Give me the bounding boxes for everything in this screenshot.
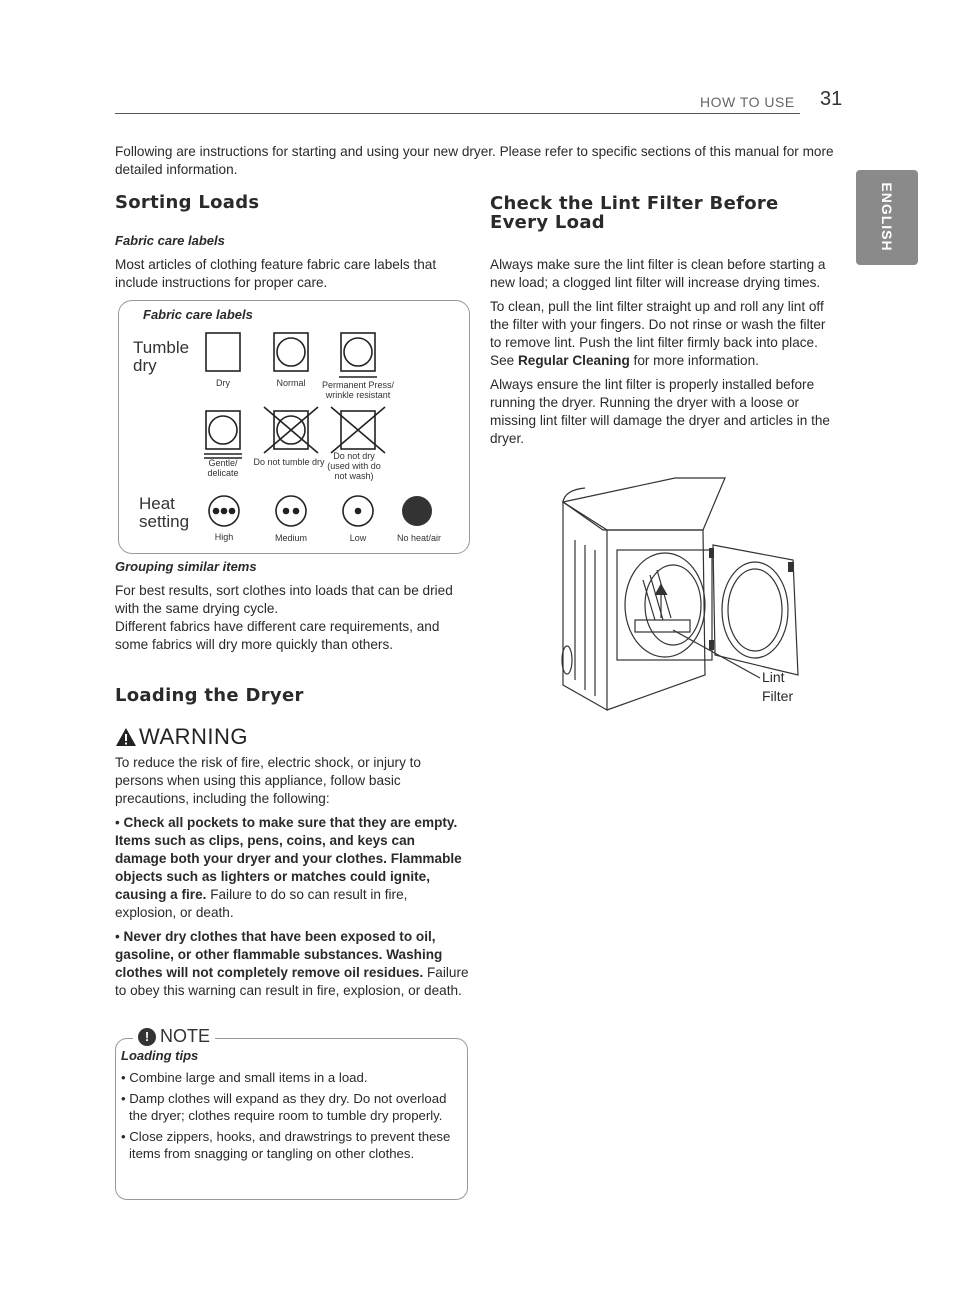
- label-low: Low: [349, 533, 367, 543]
- warning-icon: [115, 727, 137, 747]
- label-dry: Dry: [216, 378, 230, 388]
- warning-heading: [115, 724, 248, 750]
- lint-filter-callout: Lint Filter: [762, 669, 794, 704]
- note-item: • Damp clothes will expand as they dry. Do not overload the dryer; clothes require room to tumble dry properly.: [121, 1091, 447, 1123]
- fabric-box-title: Fabric care labels: [143, 307, 253, 322]
- fabric-care-text: Most articles of clothing feature fabric care labels that include instructions for proper care.: [115, 257, 437, 290]
- fabric-care-subheading: Fabric care labels: [115, 233, 225, 248]
- warning-intro: To reduce the risk of fire, electric shock, or injury to persons when using this appliance, follow basic precautions, including the following:: [115, 755, 421, 806]
- language-tab-label: ENGLISH: [879, 182, 895, 252]
- grouping-text-1: For best results, sort clothes into loads that can be dried with the same drying cycle.: [115, 583, 453, 616]
- language-tab: [856, 170, 918, 265]
- header-rule: [115, 113, 800, 114]
- label-gentle: Gentle/ delicate: [207, 458, 239, 478]
- label-normal: Normal: [276, 378, 306, 388]
- note-item: • Close zippers, hooks, and drawstrings to prevent these items from snagging or tangling on other clothes.: [121, 1129, 451, 1161]
- note-subheading: Loading tips: [121, 1048, 199, 1063]
- label-do-not-tumble: Do not tumble dry: [253, 457, 325, 467]
- warning-title: WARNING: [139, 724, 249, 749]
- note-title: NOTE: [160, 1026, 211, 1046]
- grouping-text-2: Different fabrics have different care requirements, and some fabrics will dry more quickly than others.: [115, 619, 440, 652]
- label-permanent-press: Permanent Press/ wrinkle resistant: [321, 380, 395, 400]
- label-high: High: [214, 532, 234, 542]
- note-item: • Combine large and small items in a load.: [121, 1070, 368, 1085]
- tumble-dry-symbol: [206, 333, 240, 371]
- heat-none-symbol: [402, 496, 432, 526]
- loading-title: Loading the Dryer: [115, 685, 304, 706]
- note-heading: [133, 1026, 215, 1047]
- label-do-not-dry: Do not dry (used with do not wash): [327, 451, 381, 481]
- heat-medium-symbol: [276, 496, 306, 526]
- page-number: 31: [820, 88, 843, 110]
- lint-text-2: To clean, pull the lint filter straight up and roll any lint off the filter with your fingers. Do not rinse or wash the filter to remove lint. Push the lint filter firmly back into place. See Regular Cleaning for more information.: [490, 299, 826, 368]
- header-section: HOW TO USE: [700, 94, 795, 110]
- lint-text-3: Always ensure the lint filter is properly installed before running the dryer. Running the dryer with a loose or missing lint filter will damage the dryer and articles in the dryer.: [490, 377, 830, 446]
- note-list: [121, 1069, 451, 1162]
- label-no-heat: No heat/air: [396, 533, 442, 543]
- warning-bullet-2: • Never dry clothes that have been exposed to oil, gasoline, or other flammable substances. Washing clothes will not completely remove oil residues. Failure to obey this warning can result in fire, explosion, or death.: [115, 929, 469, 998]
- note-icon: !: [138, 1028, 156, 1046]
- heat-label: Heat setting: [139, 494, 190, 531]
- lint-title: Check the Lint Filter Before Every Load: [490, 193, 779, 233]
- intro-text: Following are instructions for starting and using your new dryer. Please refer to specific sections of this manual for more detailed information.: [115, 144, 834, 177]
- tumble-label: Tumble dry: [133, 338, 190, 375]
- warning-bullet-1: • Check all pockets to make sure that they are empty. Items such as clips, pens, coins, and keys can damage both your dryer and your clothes. Flammable objects such as lighters or matches could ignite, causing a fire. Failure to do so can result in fire, explosion, or death.: [115, 815, 462, 920]
- lint-text-1: Always make sure the lint filter is clean before starting a new load; a clogged lint filter will increase drying times.: [490, 257, 826, 290]
- sorting-title: Sorting Loads: [115, 192, 260, 213]
- fabric-care-box: [118, 300, 470, 554]
- label-medium: Medium: [274, 533, 307, 543]
- grouping-subheading: Grouping similar items: [115, 559, 257, 574]
